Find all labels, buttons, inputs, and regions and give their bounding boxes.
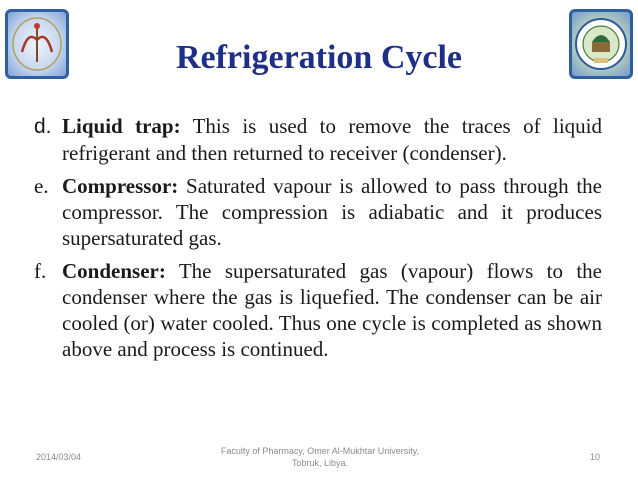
item-marker: d.: [34, 115, 52, 138]
list-item-liquid-trap: [34, 113, 602, 166]
emblem-icon: [8, 12, 66, 76]
faculty-logo-left: [5, 9, 69, 79]
footer-institution-line2: Tobruk, Libya.: [291, 458, 349, 468]
item-marker: f.: [34, 259, 47, 283]
list-item-compressor: [34, 173, 602, 251]
page-number: 10: [589, 452, 600, 462]
slide-title: Refrigeration Cycle: [175, 39, 463, 76]
item-term: Compressor:: [62, 174, 179, 198]
university-logo-right: [569, 9, 633, 79]
footer-date: 2014/03/04: [36, 452, 82, 462]
footer-institution: [200, 445, 440, 469]
item-marker: e.: [34, 174, 49, 198]
item-term: Liquid trap:: [62, 114, 181, 138]
item-text: This is used to remove the traces of liquid refrigerant and then returned to receiver (condenser).: [62, 114, 602, 165]
item-term: Condenser:: [62, 259, 166, 283]
list-item-condenser: [34, 258, 602, 362]
university-seal-icon: [572, 12, 630, 76]
footer-institution-line1: Faculty of Pharmacy, Omer Al-Mukhtar University,: [220, 446, 420, 456]
item-text: The supersaturated gas (vapour) flows to the condenser where the gas is liquefied. The condenser can be air cooled (or) water cooled. Thus one cycle is completed as shown above and process is continued.: [62, 259, 602, 361]
item-text: Saturated vapour is allowed to pass through the compressor. The compression is adiabatic and it produces supersaturated gas.: [62, 174, 603, 250]
slide-body: [34, 113, 602, 369]
